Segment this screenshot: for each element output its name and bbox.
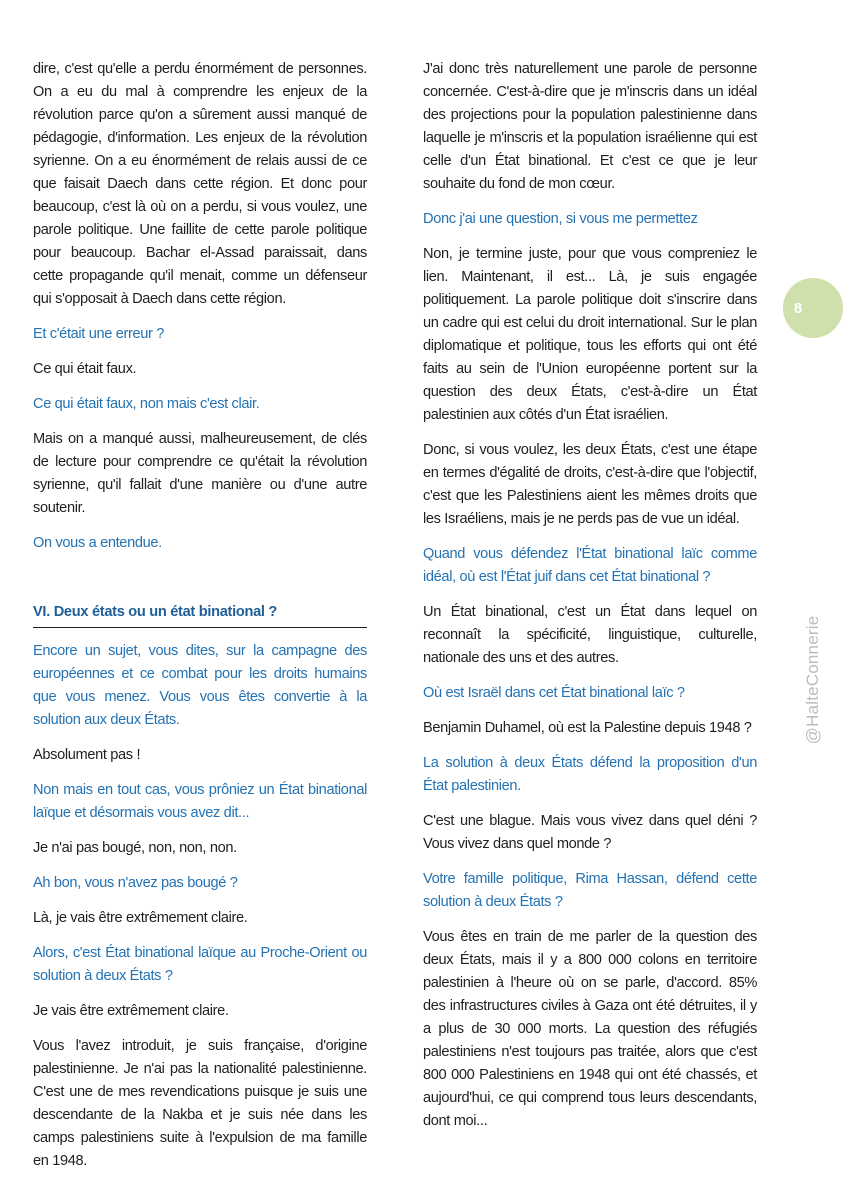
interviewer-question: Où est Israël dans cet État binational laïc ? [423, 685, 685, 701]
interviewee-answer: Vous êtes en train de me parler de la question des deux États, mais il y a 800 000 colons en territoire palestinien à l'heure où on se parle, d'accord. 85% des infrastructures civiles à Gaza ont été détruites, il y a plus de 30 000 morts. La question des réfugiés palestiniens n'est toujours pas traitée, alors que c'est 800 000 Palestiniens en 1948 qui ont été chassés, et aujourd'hui, ce qui comprend tous leurs descendants, dont moi... [423, 929, 757, 1129]
interviewer-question: Donc j'ai une question, si vous me permettez [423, 211, 698, 227]
interviewer-question: On vous a entendue. [33, 535, 162, 551]
interviewer-question: Non mais en tout cas, vous prôniez un État binational laïque et désormais vous avez dit... [33, 782, 367, 821]
interviewee-answer: Absolument pas ! [33, 747, 141, 763]
interviewee-answer: Mais on a manqué aussi, malheureusement, de clés de lecture pour comprendre ce qu'était la révolution syrienne, qu'il fallait d'une manière ou d'une autre soutenir. [33, 431, 367, 516]
left-column-bottom-paragraphs [33, 640, 367, 1173]
right-column [423, 58, 757, 1145]
interviewee-answer: Donc, si vous voulez, les deux États, c'est une étape en termes d'égalité de droits, c'est-à-dire que l'objectif, c'est que les Palestiniens aient les mêmes droits que les Israéliens, mais je ne perds pas de vue un idéal. [423, 442, 757, 527]
interviewee-answer: Ce qui était faux. [33, 361, 137, 377]
interviewer-question: Quand vous défendez l'État binational laïc comme idéal, où est l'État juif dans cet État binational ? [423, 546, 757, 585]
left-column [33, 58, 367, 1185]
interviewer-question: Votre famille politique, Rima Hassan, défend cette solution à deux États ? [423, 871, 757, 910]
interviewee-answer: Je n'ai pas bougé, non, non, non. [33, 840, 237, 856]
interviewee-answer: J'ai donc très naturellement une parole de personne concernée. C'est-à-dire que je m'inscris dans un idéal des projections pour la population palestinienne dans laquelle je m'inscris et la population israélienne qui est celle d'un État binational. Et c'est ce que je leur souhaite du fond de mon cœur. [423, 61, 757, 192]
right-column-paragraphs [423, 58, 757, 1133]
interviewer-question: La solution à deux États défend la proposition d'un État palestinien. [423, 755, 757, 794]
interviewee-answer: Là, je vais être extrêmement claire. [33, 910, 248, 926]
interviewer-question: Ce qui était faux, non mais c'est clair. [33, 396, 260, 412]
watermark: @HalteConnerie [803, 615, 822, 745]
section-heading: VI. Deux états ou un état binational ? [33, 601, 367, 628]
interviewee-answer: dire, c'est qu'elle a perdu énormément de personnes. On a eu du mal à comprendre les enjeux de la révolution parce qu'on a sûrement aussi manqué de pédagogie, d'information. Les enjeux de la révolution syrienne. On a eu énormément de relais aussi de ce que faisait Daech dans cette région. Et donc pour beaucoup, c'est là où on a perdu, si vous voulez, une parole politique. Une faillite de cette parole politique pour beaucoup. Bachar el-Assad paraissait, dans cette propagande qu'il menait, comme un défenseur qui s'opposait à Daech dans cette région. [33, 61, 367, 307]
interviewer-question: Encore un sujet, vous dites, sur la campagne des européennes et ce combat pour les droits humains que vous menez. Vous vous êtes convertie à la solution aux deux États. [33, 643, 367, 728]
interviewee-answer: Benjamin Duhamel, où est la Palestine depuis 1948 ? [423, 720, 752, 736]
interviewee-answer: C'est une blague. Mais vous vivez dans quel déni ? Vous vivez dans quel monde ? [423, 813, 757, 852]
interviewee-answer: Non, je termine juste, pour que vous compreniez le lien. Maintenant, il est... Là, je suis engagée politiquement. La parole politique doit s'inscrire dans un cadre qui est celui du droit international. Sur le plan diplomatique et politique, tous les efforts qui ont été faits au sein de l'Union européenne portent sur la question des deux États, c'est-à-dire un État palestinien aux côtés d'un État israélien. [423, 246, 757, 423]
interviewer-question: Ah bon, vous n'avez pas bougé ? [33, 875, 238, 891]
interviewee-answer: Un État binational, c'est un État dans lequel on reconnaît la spécificité, linguistique, culturelle, nationale des uns et des autres. [423, 604, 757, 666]
interviewee-answer: Vous l'avez introduit, je suis française, d'origine palestinienne. Je n'ai pas la nationalité palestinienne. C'est une de mes revendications puisque je suis une descendante de la Nakba et je suis née dans les camps palestiniens suite à l'expulsion de ma famille en 1948. [33, 1038, 367, 1169]
interviewer-question: Et c'était une erreur ? [33, 326, 165, 342]
interviewee-answer: Je vais être extrêmement claire. [33, 1003, 229, 1019]
page-number-badge: 8 [783, 278, 843, 338]
left-column-top-paragraphs [33, 58, 367, 555]
interviewer-question: Alors, c'est État binational laïque au Proche-Orient ou solution à deux États ? [33, 945, 367, 984]
